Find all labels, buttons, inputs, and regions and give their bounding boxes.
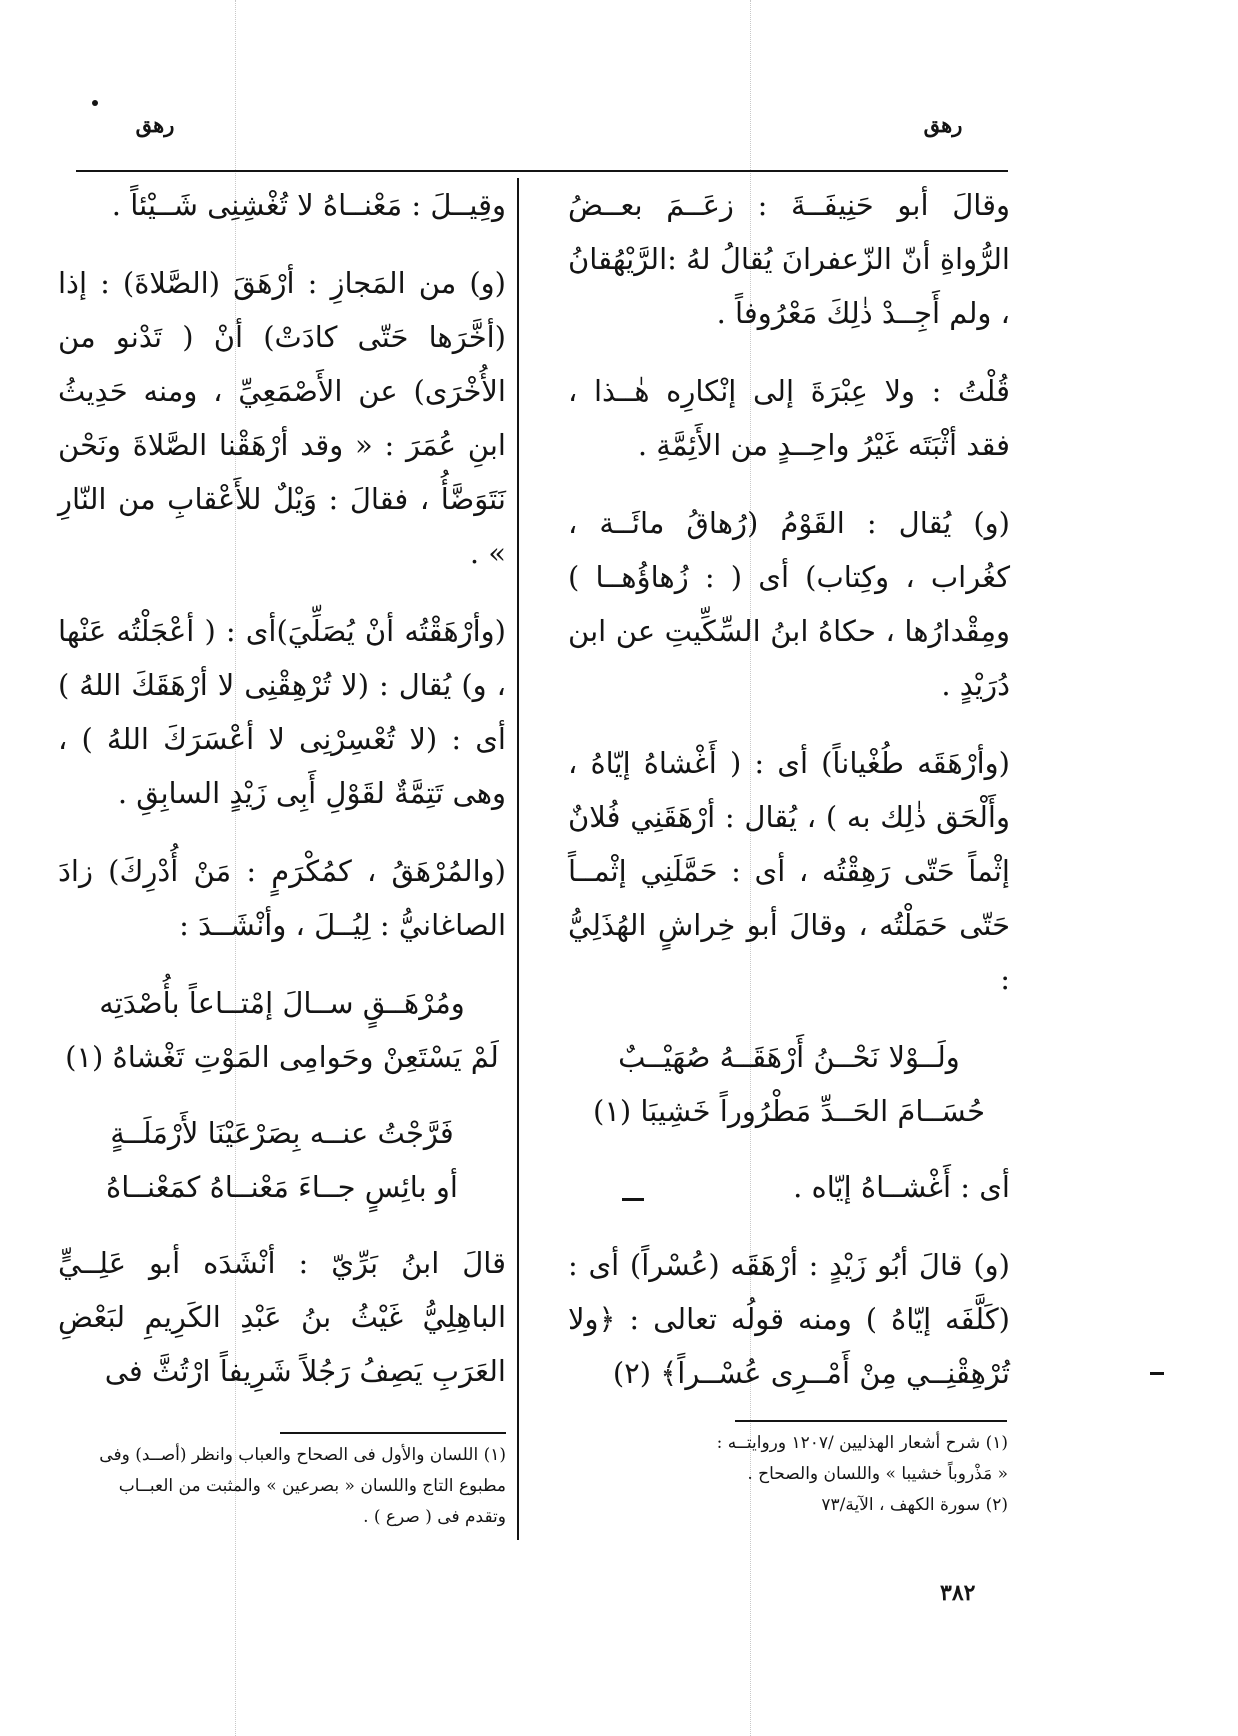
print-mark (1150, 1372, 1164, 1375)
footnotes-left (80, 1440, 506, 1533)
entry-paragraph: أى : أَغْشــاهُ إيّاه . (793, 1170, 1010, 1204)
footnote-line: « مَذْروباً خشيبا » واللسان والصحاح . (747, 1464, 1008, 1484)
verse-hemistich: ومُرْهَــقٍ ســالَ إمْتــاعاً بأُصْدَتِه (99, 986, 465, 1020)
entry-paragraph: قُلْتُ : ولا عِبْرَةَ إلى إنْكارِه هٰــذا ، فقد أثْبَتَه غَيْرُ واحِــدٍ من الأَئِمَّةِ . (568, 374, 1010, 462)
footnote-line: وتقدم فى ( صرع ) . (363, 1507, 506, 1527)
poetry-verse (568, 1030, 1010, 1138)
footnote-rule (280, 1432, 506, 1434)
header-ornament-dot (92, 100, 98, 106)
entry-paragraph: (وأرْهَقْتُه أنْ يُصَلِّيَ)أى : ( أعْجَلْتُه عَنْها ، و) يُقال : (لا تُرْهِقْنِى لا أرْهَقَكَ اللهُ ) أى : (لا تُعْسِرْنِى لا أعْسَرَكَ اللهُ ) ، وهى تَتِمَّةٌ لقَوْلِ أَبِى زَيْدٍ السابِقِ . (58, 614, 506, 810)
right-column (568, 178, 1010, 1424)
footnote-rule (735, 1420, 1007, 1422)
verse-hemistich: لَمْ يَسْتَعِنْ وحَوامِى المَوْتِ تَغْشاهُ (١) (65, 1040, 499, 1074)
entry-paragraph: قالَ ابنُ بَرِّيّ : أنْشَدَه أبو عَلِــيٍّ الباهِلِيُّ غَيْثُ بنُ عَبْدِ الكَرِيمِ لبَعْضِ العَرَبِ يَصِفُ رَجُلاً شَرِيفاً ارْتُثَّ فى (58, 1246, 506, 1388)
verse-hemistich: حُسَــامَ الحَــدِّ مَطْرُوراً خَشِيبَا (١) (592, 1094, 986, 1128)
verse-hemistich: أو بائِسٍ جــاءَ مَعْنــاهُ كمَعْنــاهُ (106, 1170, 458, 1204)
entry-paragraph: (وأرْهَقَه طُغْياناً) أى : ( أَغْشاهُ إيّاهُ ، وأَلْحَق ذٰلِك به ) ، يُقال : أرْهَقَنِي فُلانٌ إثْماً حَتّى رَهِقْتُه ، أى : حَمَّلَنِي إثْمــاً حَتّى حَمَلْتُه ، وقالَ أبو خِراشٍ الهُذَلِيُّ : (568, 746, 1010, 996)
footnote-line: (٢) سورة الكهف ، الآية/٧٣ (821, 1495, 1008, 1515)
footnote-line: مطبوع التاج واللسان « بصرعين » والمثبت من العبــاب (118, 1476, 506, 1496)
entry-paragraph: وقِيــلَ : مَعْنــاهُ لا تُغْشِنِى شَــيْئاً . (111, 188, 506, 222)
entry-paragraph: وقالَ أبو حَنِيفَــةَ : زعَــمَ بعــضُ الرُّواةِ أنّ الزّعفرانَ يُقالُ لهُ :الرَّيْهُقانُ ، ولم أَجِــدْ ذٰلِكَ مَعْرُوفاً . (568, 188, 1010, 330)
column-divider (517, 178, 519, 1540)
poetry-verse (58, 1106, 506, 1214)
entry-paragraph: (و) قالَ أبُو زَيْدٍ : أرْهَقَه (عُسْراً) أى : (كَلَّفَه إيّاهُ ) ومنه قولُه تعالى : ﴿ولا تُرْهِقْنِــي مِنْ أَمْــرِى عُسْــراً﴾ (٢) (568, 1248, 1010, 1390)
running-headword-left: رهق (135, 112, 175, 137)
footnotes-right (568, 1428, 1008, 1521)
entry-paragraph: (والمُرْهَقُ ، كمُكْرَمٍ : مَنْ أُدْرِكَ) زادَ الصاغانيُّ : لِيُــلَ ، وأنْشَــدَ : (58, 854, 506, 942)
entry-paragraph: (و) يُقال : القَوْمُ (رُهاقُ مائَــة ، كغُراب ، وكِتاب) أى ( : زُهاؤُهــا ) ومِقْدارُها ، حكاهُ ابنُ السِّكِّيتِ عن ابن دُرَيْدٍ . (568, 506, 1010, 702)
page-number: ٣٨٢ (940, 1580, 976, 1606)
verse-hemistich: فَرَّجْتُ عنــه بِصَرْعَيْنَا لأَرْمَلَــةٍ (110, 1116, 454, 1150)
print-mark (622, 1198, 644, 1201)
entry-paragraph: (و) من المَجازِ : أرْهَقَ (الصَّلاةَ) : إذا (أخَّرَها حَتّى كادَتْ) أنْ ( تَدْنو من الأُخْرَى) عن الأَصْمَعِيِّ ، ومنه حَدِيثُ ابنِ عُمَرَ : « وقد أرْهَقْنا الصَّلاةَ ونَحْن نَتَوَضَّأُ ، فقالَ : وَيْلٌ للأَعْقابِ من النّارِ » . (58, 266, 506, 570)
left-column (58, 178, 506, 1422)
poetry-verse (58, 976, 506, 1084)
footnote-line: (١) اللسان والأول فى الصحاح والعباب وانظر (أصــد) وفى (99, 1445, 506, 1465)
verse-hemistich: ولَــوْلا نَحْــنُ أَرْهَقَــهُ صُهَيْــبٌ (618, 1040, 960, 1074)
header-rule (76, 170, 1008, 172)
footnote-line: (١) شرح أشعار الهذليين /١٢٠٧ وروايتــه : (716, 1433, 1008, 1453)
running-headword-right: رهق (923, 112, 963, 137)
